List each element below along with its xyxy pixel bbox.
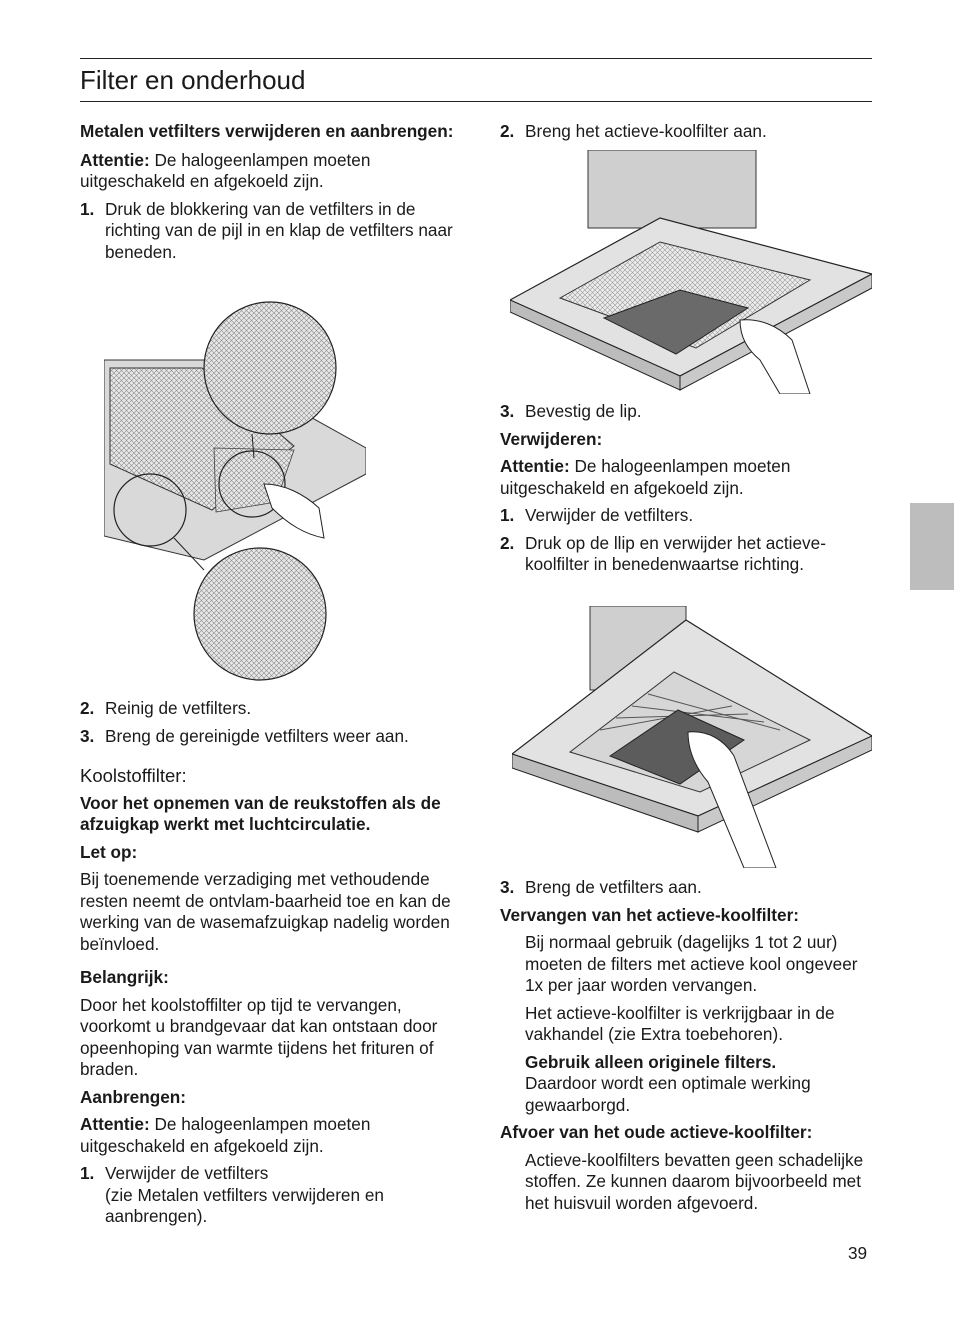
step-item: 3. Bevestig de lip. <box>500 401 642 421</box>
header-rule-bottom <box>80 101 872 102</box>
belangrijk-label: Belangrijk: <box>80 967 169 987</box>
metal-filters-heading: Metalen vetfilters verwijderen en aanbrengen: <box>80 121 454 141</box>
step-item: 1. Verwijder de vetfilters. <box>500 505 694 525</box>
right-column-top <box>500 121 872 143</box>
vervangen-label: Vervangen van het actieve-koolfilter: <box>500 904 799 925</box>
koolstoffilter-heading: Koolstoffilter: <box>80 765 187 786</box>
right-column-bottom <box>500 877 872 1214</box>
vervangen-paragraph: Het actieve-koolfilter is verkrijgbaar in de vakhandel (zie Extra toebehoren). <box>525 1002 835 1044</box>
step-item: 1. Druk de blokkering van de vetfilters in de richting van de pijl in en klap de vetfilters naar beneden. <box>80 198 453 262</box>
page-title: Filter en onderhoud <box>80 65 306 95</box>
vervangen-paragraph: Bij normaal gebruik (dagelijks 1 tot 2 uur) moeten de filters met actieve kool ongeveer 1x per jaar worden vervangen. <box>525 932 858 995</box>
koolstoffilter-intro: Voor het opnemen van de reukstoffen als de afzuigkap werkt met luchtcirculatie. <box>80 792 441 834</box>
afvoer-text: Actieve-koolfilters bevatten geen schadelijke stoffen. Ze kunnen daarom bijvoorbeeld met het huisvuil worden afgevoerd. <box>525 1149 864 1213</box>
aanbrengen-label: Aanbrengen: <box>80 1086 186 1107</box>
attentie-note: Attentie: De halogeenlampen moeten uitgeschakeld en afgekoeld zijn. <box>80 1114 371 1156</box>
attentie-note: Attentie: De halogeenlampen moeten uitgeschakeld en afgekoeld zijn. <box>500 456 791 498</box>
section-tab-marker <box>910 503 954 590</box>
letop-label: Let op: <box>80 841 138 862</box>
step-item: 3. Breng de vetfilters aan. <box>500 877 702 897</box>
verwijderen-label: Verwijderen: <box>500 428 603 449</box>
step-item: 2. Druk op de llip en verwijder het actieve-koolfilter in benedenwaartse richting. <box>500 532 826 574</box>
left-column-top <box>80 121 460 263</box>
page-number: 39 <box>848 1243 868 1263</box>
vervangen-paragraph: Gebruik alleen originele filters. Daardoor wordt een optimale werking gewaarborgd. <box>525 1051 811 1115</box>
afvoer-label: Afvoer van het oude actieve-koolfilter: <box>500 1122 813 1142</box>
carbon-filter-removal-illustration <box>512 606 872 868</box>
letop-text: Bij toenemende verzadiging met vethoudende resten neemt de ontvlam-baarheid toe en kan de werking van de wasemafzuigkap nadelig worden beïnvloed. <box>80 869 451 954</box>
grease-filter-removal-illustration <box>104 298 366 684</box>
left-column-bottom <box>80 698 460 1228</box>
step-item: 3. Breng de gereinigde vetfilters weer aan. <box>80 725 409 746</box>
belangrijk-text: Door het koolstoffilter op tijd te vervangen, voorkomt u brandgevaar dat kan ontstaan door opeenhoping van warmte tijdens het frituren of braden. <box>80 994 438 1079</box>
attentie-note: Attentie: De halogeenlampen moeten uitgeschakeld en afgekoeld zijn. <box>80 149 371 191</box>
header-rule-top <box>80 58 872 59</box>
right-column-middle <box>500 401 872 576</box>
step-item: 1. Verwijder de vetfilters (zie Metalen vetfilters verwijderen en aanbrengen). <box>80 1163 384 1226</box>
step-item: 2. Reinig de vetfilters. <box>80 698 252 718</box>
step-item: 2. Breng het actieve-koolfilter aan. <box>500 121 767 141</box>
carbon-filter-install-illustration <box>510 150 872 394</box>
